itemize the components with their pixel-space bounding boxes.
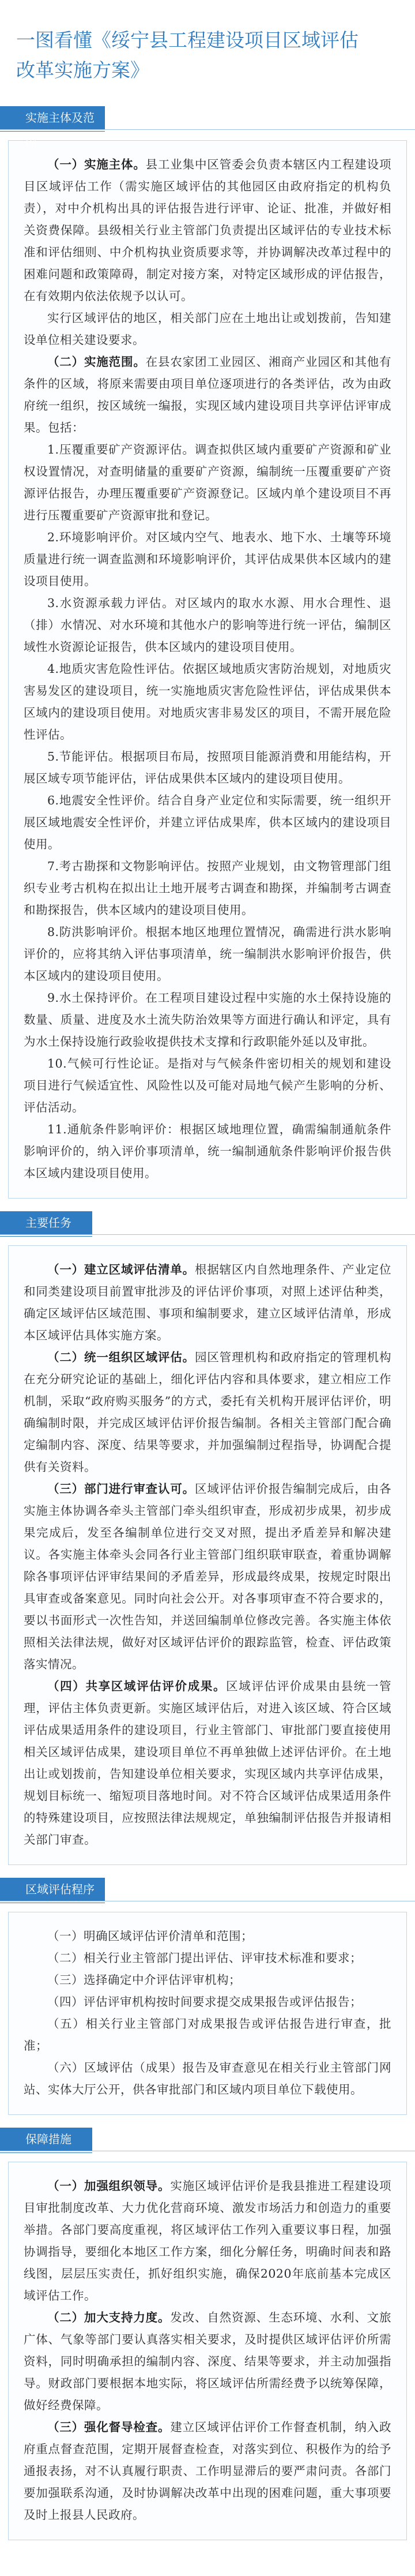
section-implementation-scope bbox=[0, 106, 415, 1199]
paragraph: （四）共享区域评估评价成果。区域评估评价成果由县统一管理，评估主体负责更新。实施区域评估后，对进入该区域、符合区域评估成果适用条件的建设项目，行业主管部门、审批部门要直接使用相关区域评估成果，建设项目单位不再单独做上述评估评价。在土地出让或划拨前，告知建设单位相关要求，实现区域内共享评估成果，规划目标统一、缩短项目落地时间。对不符合区域评估成果适用条件的特殊建设项目，应按照法律法规规定，单独编制评估报告并报请相关部门审查。 bbox=[24, 1679, 392, 1847]
paragraph: （三）部门进行审查认可。区域评估评价报告编制完成后，由各实施主体协调各牵头主管部门牵头组织审查，形成初步成果，初步成果完成后，发至各编制单位进行交叉对照，提出矛盾差异和解决建议。各实施主体牵头会同各行业主管部门组织联审联查，着重协调解除各事项评估评审结果间的矛盾差异，形成最终成果，按规定时限出具审查或备案意见。同时向社会公开。对各事项审查不符合要求的，要以书面形式一次性告知，并送回编制单位修改完善。各实施主体依照相关法律法规，做好对区域评估评价的跟踪监管，检查、评估政策落实情况。 bbox=[24, 1482, 391, 1671]
procedure-step: （六）区域评估（成果）报告及审查意见在相关行业主管部门网站、实体大厅公开，供各审批部门和区域内项目单位下载使用。 bbox=[24, 2061, 391, 2096]
paragraph: 6.地震安全性评价。结合自身产业定位和实际需要，统一组织开展区域地震安全性评价，并建立评估成果库，供本区域内的建设项目使用。 bbox=[24, 793, 391, 851]
section-card bbox=[8, 1245, 407, 1865]
procedure-step: （三）选择确定中介评估评审机构； bbox=[47, 1973, 241, 1987]
paragraph: （三）强化督导检查。建立区域评估评价工作督查机制，纳入政府重点督查范围，定期开展督查检查，对落实到位、积极作为的给予通报表扬，对不认真履行职责、工作明显滞后的要严肃问责。各部门要加强联系沟通，及时协调解决改革中出现的困难问题，重大事项要及时上报县人民政府。 bbox=[24, 2420, 392, 2522]
paragraph: （一）实施主体。县工业集中区管委会负责本辖区内工程建设项目区域评估工作（需实施区域评估的其他园区由政府指定的机构负责），对中介机构出具的评估报告进行评审、论证、批准，并做好相关资费保障。县级相关行业主管部门负责提出区域评估的专业技术标准和评估细则、中介机构执业资质要求等，并协调解决改革过程中的困难问题和政策障碍，制定对接方案，对特定区域形成的评估报告，在有效期内依法依规予以认可。 bbox=[24, 158, 392, 303]
paragraph: 2.环境影响评价。对区域内空气、地表水、地下水、土壤等环境质量进行统一调查监测和环境影响评价，其评估成果供本区域内的建设项目使用。 bbox=[24, 530, 391, 588]
section-heading: 主要任务 bbox=[0, 1211, 92, 1234]
paragraph: 5.节能评估。根据项目布局，按照项目能源消费和用能结构，开展区域专项节能评估，评估成果供本区域内的建设项目使用。 bbox=[24, 750, 391, 785]
section-heading: 保障措施 bbox=[0, 2128, 92, 2151]
paragraph: 10.气候可行性论证。是指对与气候条件密切相关的规划和建设项目进行气候适宜性、风险性以及可能对局地气候产生影响的分析、评估活动。 bbox=[24, 1057, 391, 1114]
section-heading: 实施主体及范围 bbox=[0, 106, 105, 129]
section-divider bbox=[0, 1234, 415, 1235]
section-card bbox=[8, 1912, 407, 2115]
procedure-step: （一）明确区域评估评价清单和范围； bbox=[47, 1929, 253, 1943]
procedure-step: （五）相关行业主管部门对成果报告或评估报告进行审查，批准； bbox=[24, 2017, 391, 2053]
procedure-step: （二）相关行业主管部门提出评估、评审技术标准和要求； bbox=[47, 1951, 362, 1965]
section-main-tasks bbox=[0, 1211, 415, 1865]
paragraph: 实行区域评估的地区，相关部门应在土地出让或划拨前，告知建设单位相关建设要求。 bbox=[24, 311, 391, 347]
paragraph: （二）统一组织区域评估。园区管理机构和政府指定的管理机构在充分研究论证的基础上，细化评估内容和具体要求，建立相应工作机制，采取“政府购买服务”的方式，委托有关机构开展评估评价，明确编制时限，并完成区域评估评价报告编制。各相关主管部门配合确定编制内容、深度、结果等要求，并加强编制过程指导，协调配合提供有关资料。 bbox=[24, 1350, 391, 1474]
paragraph: （一）加强组织领导。实施区域评估评价是我县推进工程建设项目审批制度改革、大力优化营商环境、激发市场活力和创造力的重要举措。各部门要高度重视，将区域评估工作列入重要议事日程，加强协调指导，要细化本地区工作方案，细化分解任务，明确时间表和路线图，层层压实责任，抓好组织实施，确保2020年底前基本完成区域评估工作。 bbox=[24, 2179, 392, 2302]
paragraph: 4.地质灾害危险性评估。依据区域地质灾害防治规划，对地质灾害易发区的建设项目，统一实施地质灾害危险性评估，评估成果供本区域内的建设项目使用。对地质灾害非易发区的项目，不需开展危险性评估。 bbox=[24, 662, 391, 742]
section-evaluation-procedure bbox=[0, 1878, 415, 2115]
section-safeguards bbox=[0, 2128, 415, 2540]
section-divider bbox=[0, 129, 415, 130]
section-card bbox=[8, 2162, 407, 2540]
paragraph: 1.压覆重要矿产资源评估。调查拟供区域内重要矿产资源和矿业权设置情况，对查明储量的重要矿产资源，编制统一压覆重要矿产资源评估报告，办理压覆重要矿产资源登记。区域内单个建设项目不再进行压覆重要矿产资源审批和登记。 bbox=[24, 443, 391, 522]
procedure-step: （四）评估评审机构按时间要求提交成果报告或评估报告； bbox=[47, 1995, 362, 2009]
title-line-1: 一图看懂《绥宁县工程建设项目区域评估 bbox=[16, 29, 359, 51]
paragraph: 3.水资源承载力评估。对区域内的取水水源、用水合理性、退（排）水情况、对水环境和其他水户的影响等进行统一评估，编制区域性水资源论证报告，供本区域内的建设项目使用。 bbox=[24, 596, 391, 654]
paragraph: （一）建立区域评估清单。根据辖区内自然地理条件、产业定位和同类建设项目前置审批涉及的评估评价事项，对照上述评估种类，确定区域评估区域范围、事项和编制要求，建立区域评估清单，形成本区域评估具体实施方案。 bbox=[24, 1263, 391, 1342]
paragraph: （二）加大支持力度。发改、自然资源、生态环境、水利、文旅广体、气象等部门要认真落实相关要求，及时提供区域评估评价所需资料，同时明确承担的编制内容、深度、结果等要求，并主动加强指导。财政部门要根据本地实际，将区域评估所需经费予以统筹保障，做好经费保障。 bbox=[24, 2311, 392, 2412]
article-title bbox=[0, 0, 415, 103]
title-line-2: 改革实施方案》 bbox=[16, 59, 149, 81]
paragraph: 8.防洪影响评价。根据本地区地理位置情况，确需进行洪水影响评价的，应将其纳入评估事项清单，统一编制洪水影响评价报告，供本区域内的建设项目使用。 bbox=[24, 925, 391, 983]
paragraph: 9.水土保持评价。在工程项目建设过程中实施的水土保持设施的数量、质量、进度及水土流失防治效果等方面进行确认和评定，具有为水土保持设施行政验收提供技术支撑和行政职能外延以及审批。 bbox=[24, 991, 391, 1049]
section-card bbox=[8, 140, 407, 1199]
paragraph: （二）实施范围。在县农家团工业园区、湘商产业园区和其他有条件的区域，将原来需要由项目单位逐项进行的各类评估，改为由政府统一组织，按区域统一编报，实现区域内建设项目共享评估评审成果。包括： bbox=[24, 355, 392, 435]
paragraph: 11.通航条件影响评价：根据区域地理位置，确需编制通航条件影响评价的，纳入评价事项清单，统一编制通航条件影响评价报告供本区域内建设项目使用。 bbox=[24, 1122, 391, 1180]
paragraph: 7.考古勘探和文物影响评估。按照产业规划，由文物管理部门组织专业考古机构在拟出让土地开展考古调查和勘探，并编制考古调查和勘探报告，供本区域内的建设项目使用。 bbox=[24, 859, 391, 917]
section-heading: 区域评估程序 bbox=[0, 1878, 105, 1901]
